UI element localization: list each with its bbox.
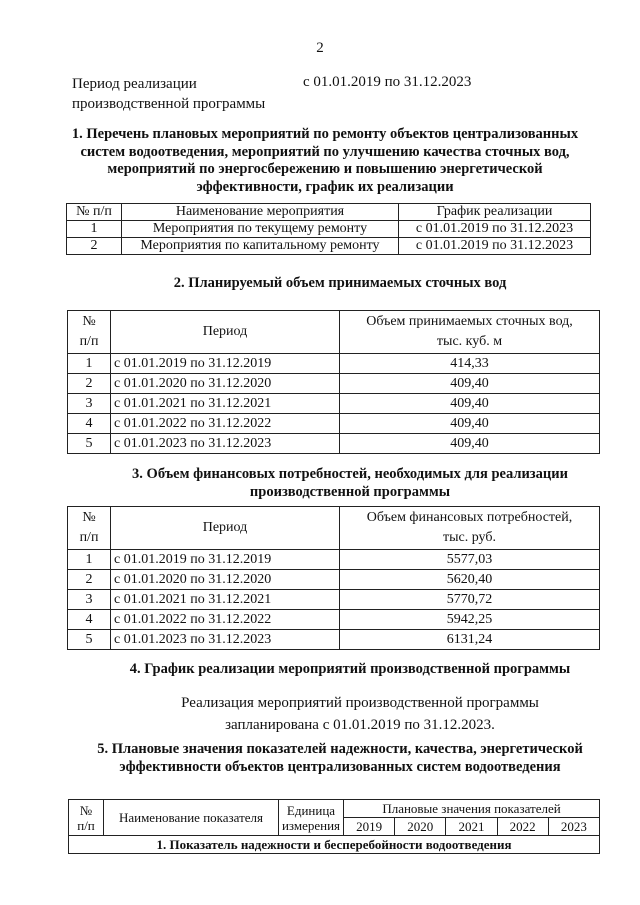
period-label (72, 74, 292, 114)
table-row (68, 610, 600, 630)
col-header-number-line2: п/п (77, 817, 95, 833)
table-header-row (67, 204, 591, 221)
row-period: с 01.01.2021 по 31.12.2021 (111, 394, 340, 414)
row-volume: 414,33 (340, 354, 600, 374)
col-header-unit-line1: Единица (286, 802, 336, 818)
section4-title: 4. График реализации мероприятий производственной программы (129, 661, 571, 677)
implementation-text-line2: запланирована с 01.01.2019 по 31.12.2023. (225, 717, 495, 733)
col-header-year: 2023 (548, 818, 599, 836)
row-number: 3 (68, 394, 111, 414)
table-subheader-row (69, 836, 600, 854)
table-header-row (68, 311, 600, 354)
period-label-line1: Период реализации (72, 76, 197, 92)
col-header-number (68, 507, 111, 550)
table-row (67, 238, 591, 255)
col-header-finance (340, 507, 600, 550)
activity-schedule: с 01.01.2019 по 31.12.2023 (399, 238, 591, 255)
col-header-number-line1: № (79, 802, 93, 818)
col-header-activity: Наименование мероприятия (122, 204, 399, 221)
section2-title: 2. Планируемый объем принимаемых сточных вод (173, 275, 507, 291)
row-period: с 01.01.2019 по 31.12.2019 (111, 550, 340, 570)
reliability-subheader: 1. Показатель надежности и бесперебойности водоотведения (69, 836, 600, 854)
page-number: 2 (316, 40, 324, 56)
col-header-schedule: График реализации (399, 204, 591, 221)
table-row (68, 630, 600, 650)
activity-name: Мероприятия по капитальному ремонту (122, 238, 399, 255)
implementation-text-line1: Реализация мероприятий производственной программы (181, 695, 539, 711)
table-row (68, 394, 600, 414)
col-header-number: № п/п (67, 204, 122, 221)
row-number: 5 (68, 630, 111, 650)
col-header-number-line2: п/п (79, 530, 99, 545)
activity-name: Мероприятия по текущему ремонту (122, 221, 399, 238)
activities-table (66, 203, 591, 255)
row-number: 2 (68, 374, 111, 394)
col-header-unit (279, 800, 344, 836)
table-row (68, 374, 600, 394)
col-header-finance-line2: тыс. руб. (443, 530, 496, 545)
row-number: 4 (68, 414, 111, 434)
row-number: 1 (67, 221, 122, 238)
table-row (67, 221, 591, 238)
row-volume: 409,40 (340, 434, 600, 454)
period-label-line2: производственной программы (72, 96, 266, 112)
col-header-number-line2: п/п (79, 334, 99, 349)
financial-needs-table (67, 506, 600, 650)
row-number: 5 (68, 434, 111, 454)
row-finance: 5620,40 (340, 570, 600, 590)
table-header-row (69, 800, 600, 818)
row-number: 1 (68, 354, 111, 374)
row-period: с 01.01.2023 по 31.12.2023 (111, 434, 340, 454)
table-row (68, 414, 600, 434)
row-finance: 5942,25 (340, 610, 600, 630)
row-period: с 01.01.2020 по 31.12.2020 (111, 374, 340, 394)
col-header-year: 2021 (446, 818, 497, 836)
row-volume: 409,40 (340, 414, 600, 434)
row-number: 1 (68, 550, 111, 570)
row-period: с 01.01.2019 по 31.12.2019 (111, 354, 340, 374)
table-row (68, 354, 600, 374)
col-header-number-line1: № (82, 314, 96, 329)
row-period: с 01.01.2022 по 31.12.2022 (111, 414, 340, 434)
implementation-text (100, 692, 620, 736)
section1-title: 1. Перечень плановых мероприятий по ремонту объектов централизованных систем водоотведения, мероприятий по улучшению качества сточных вод, мероприятий по энергосбережению и повышению энергетической эффективности, график их реализации (71, 126, 579, 195)
activity-schedule: с 01.01.2019 по 31.12.2023 (399, 221, 591, 238)
col-header-number (68, 311, 111, 354)
period-value: с 01.01.2019 по 31.12.2023 (303, 74, 472, 90)
row-number: 2 (67, 238, 122, 255)
section3-title: 3. Объем финансовых потребностей, необходимых для реализации производственной программы (132, 466, 568, 500)
col-header-period: Период (111, 311, 340, 354)
row-finance: 6131,24 (340, 630, 600, 650)
col-header-unit-line2: измерения (281, 817, 341, 833)
row-number: 3 (68, 590, 111, 610)
row-period: с 01.01.2022 по 31.12.2022 (111, 610, 340, 630)
table-header-row (68, 507, 600, 550)
col-header-planned: Плановые значения показателей (344, 800, 600, 818)
row-period: с 01.01.2020 по 31.12.2020 (111, 570, 340, 590)
col-header-year: 2022 (497, 818, 548, 836)
col-header-volume-line1: Объем принимаемых сточных вод, (366, 314, 573, 329)
row-finance: 5577,03 (340, 550, 600, 570)
col-header-year: 2019 (344, 818, 395, 836)
col-header-period: Период (111, 507, 340, 550)
row-period: с 01.01.2021 по 31.12.2021 (111, 590, 340, 610)
col-header-volume (340, 311, 600, 354)
section5-title: 5. Плановые значения показателей надежности, качества, энергетической эффективности объектов централизованных систем водоотведения (97, 741, 583, 775)
row-period: с 01.01.2023 по 31.12.2023 (111, 630, 340, 650)
row-volume: 409,40 (340, 394, 600, 414)
table-row (68, 434, 600, 454)
row-number: 2 (68, 570, 111, 590)
row-finance: 5770,72 (340, 590, 600, 610)
table-row (68, 590, 600, 610)
col-header-indicator: Наименование показателя (104, 800, 279, 836)
wastewater-volume-table (67, 310, 600, 454)
col-header-volume-line2: тыс. куб. м (436, 334, 503, 349)
indicators-table (68, 799, 600, 854)
col-header-finance-line1: Объем финансовых потребностей, (366, 510, 573, 525)
table-row (68, 550, 600, 570)
col-header-year: 2020 (395, 818, 446, 836)
col-header-number (69, 800, 104, 836)
table-row (68, 570, 600, 590)
col-header-number-line1: № (82, 510, 96, 525)
row-number: 4 (68, 610, 111, 630)
row-volume: 409,40 (340, 374, 600, 394)
